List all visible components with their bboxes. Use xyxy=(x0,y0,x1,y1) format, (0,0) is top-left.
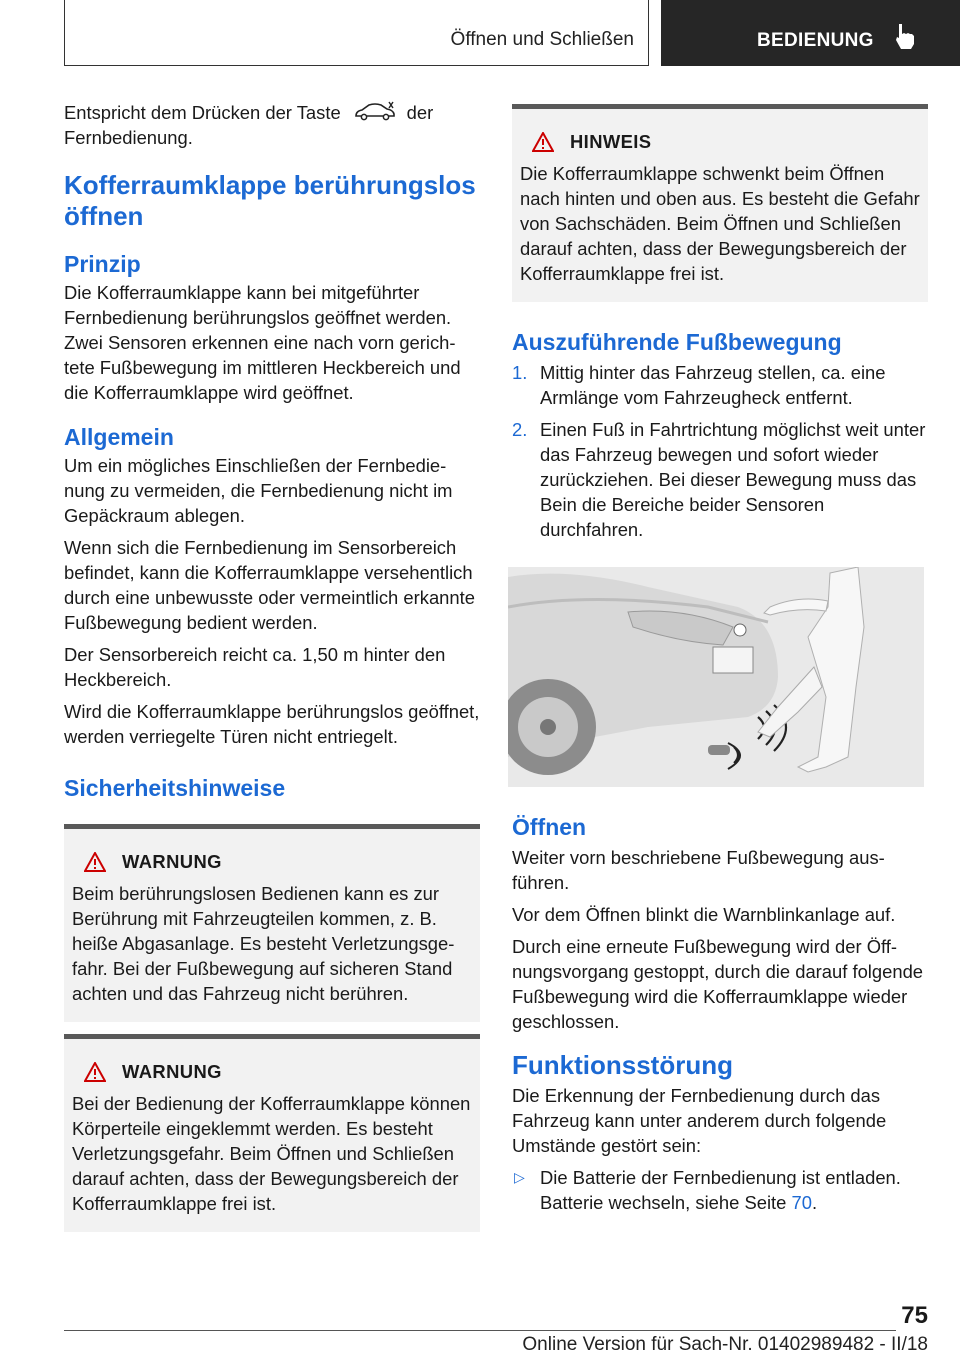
step-text: Mittig hinter das Fahrzeug stellen, ca. eine Armlänge vom Fahrzeugheck entfernt. xyxy=(540,362,886,408)
main-heading: Kofferraumklappe berührungslos öffnen xyxy=(64,170,476,231)
bullet-marker: ▷ xyxy=(514,1169,525,1185)
sicherheit-heading: Sicherheitshinweise xyxy=(64,775,286,801)
prinzip-text: Die Kofferraumklappe kann bei mitgeführter Fernbedienung berührungslos geöffnet werden. Zwei Sensoren erkennen eine nach vorn gerichtete Fußbewegung im mittleren Heckbereich und die Kofferraumklappe wird geöffnet. xyxy=(64,282,461,403)
section-title: Öffnen und Schließen xyxy=(450,29,634,50)
right-column-lower xyxy=(512,812,928,1222)
warning-box-1 xyxy=(64,824,480,1022)
intro-line2: Fernbedienung. xyxy=(64,127,193,148)
page-link[interactable]: 70 xyxy=(791,1192,812,1213)
warning-text: Beim berührungslosen Bedienen kann es zur Berührung mit Fahrzeugteilen kommen, z. B. heiße Abgasanlage. Es besteht Verletzungsgefahr. Bei der Fußbewegung auf sicheren Stand achten und das Fahrzeug nicht berühren. xyxy=(72,883,455,1004)
allgemein-paragraph-1: Um ein mögliches Einschließen der Fernbedienung zu vermeiden, die Fernbedienung nicht im Gepäckraum ablegen. xyxy=(64,455,453,526)
stoerung-list xyxy=(512,1165,928,1215)
hint-text: Die Kofferraumklappe schwenkt beim Öffnen nach hinten und oben aus. Es besteht die Gefahr von Sachschäden. Beim Öffnen und Schließen darauf achten, dass der Bewegungsbereich der Kofferraumklappe frei ist. xyxy=(520,163,920,284)
warning-box-2 xyxy=(64,1034,480,1232)
oeffnen-paragraph-1: Weiter vorn beschriebene Fußbewegung ausführen. xyxy=(512,847,885,893)
bullet-text: Die Batterie der Fernbedienung ist entladen. Batterie wechseln, siehe Seite xyxy=(540,1167,901,1213)
intro-after: der xyxy=(406,102,434,123)
oeffnen-paragraph-3: Durch eine erneute Fußbewegung wird der Öffnungsvorgang gestoppt, durch die darauf folgende Fußbewegung wird die Kofferraumklappe wieder geschlossen. xyxy=(512,936,924,1032)
warning-text: Bei der Bedienung der Kofferraumklappe können Körperteile eingeklemmt werden. Es besteht Verletzungsgefahr. Beim Öffnen und Schließen darauf achten, dass der Bewegungsbereich der Kofferraumklappe frei ist. xyxy=(72,1093,471,1214)
right-column xyxy=(512,104,928,549)
warning-triangle-icon xyxy=(84,1062,106,1082)
hint-header xyxy=(520,131,920,153)
car-trunk-key-icon xyxy=(353,101,397,123)
illustration-drawing xyxy=(508,567,924,787)
warning-label: WARNUNG xyxy=(122,851,222,872)
fussbewegung-heading: Auszuführende Fußbewegung xyxy=(512,329,842,355)
allgemein-paragraph-2: Wenn sich die Fernbedienung im Sensorbereich befindet, kann die Kofferraumklappe versehentlich durch eine unbewusste oder vermeintlich erkannte Fußbewegung bedient werden. xyxy=(64,537,475,633)
step-text: Einen Fuß in Fahrtrichtung möglichst weit unter das Fahrzeug bewegen und sofort wieder zurückziehen. Bei dieser Bewegung muss das Bein die Bereiche beider Sensoren durchfahren. xyxy=(540,419,926,540)
car-rear-foot-sensor-illustration xyxy=(508,567,924,787)
warning-triangle-icon xyxy=(532,132,554,152)
hint-box xyxy=(512,104,928,302)
list-item xyxy=(512,360,928,410)
steps-list xyxy=(512,360,928,542)
warning-triangle-icon xyxy=(84,852,106,872)
list-item xyxy=(512,417,928,542)
hand-pointer-icon xyxy=(893,22,919,50)
chapter-badge: BEDIENUNG xyxy=(757,30,874,51)
allgemein-heading: Allgemein xyxy=(64,424,174,450)
warning-label: WARNUNG xyxy=(122,1061,222,1082)
allgemein-paragraph-3: Der Sensorbereich reicht ca. 1,50 m hinter den Heckbereich. xyxy=(64,644,446,690)
hint-label: HINWEIS xyxy=(570,131,652,152)
step-number: 2. xyxy=(512,419,528,440)
prinzip-heading: Prinzip xyxy=(64,251,141,277)
intro-before: Entspricht dem Drücken der Taste xyxy=(64,102,341,123)
bullet-end: . xyxy=(811,1192,818,1213)
list-item xyxy=(512,1165,928,1215)
footer-divider xyxy=(64,1330,896,1331)
warning-header xyxy=(72,1061,472,1083)
header-chapter-box[interactable] xyxy=(661,0,960,66)
oeffnen-heading: Öffnen xyxy=(512,814,587,840)
stoerung-paragraph: Die Erkennung der Fernbedienung durch das Fahrzeug kann unter anderem durch folgende Umstände gestört sein: xyxy=(512,1085,887,1156)
stoerung-heading: Funktionsstörung xyxy=(512,1050,733,1080)
online-version-text: Online Version für Sach-Nr. 01402989482 - II/18 xyxy=(522,1334,928,1355)
step-number: 1. xyxy=(512,362,528,383)
intro-text xyxy=(64,100,480,150)
allgemein-paragraph-4: Wird die Kofferraumklappe berührungslos geöffnet, werden verriegelte Türen nicht entriegelt. xyxy=(64,701,480,747)
page-number: 75 xyxy=(901,1302,928,1329)
left-column xyxy=(64,100,480,1244)
warning-header xyxy=(72,851,472,873)
oeffnen-paragraph-2: Vor dem Öffnen blinkt die Warnblinkanlage auf. xyxy=(512,904,896,925)
header-section-box xyxy=(64,0,649,66)
